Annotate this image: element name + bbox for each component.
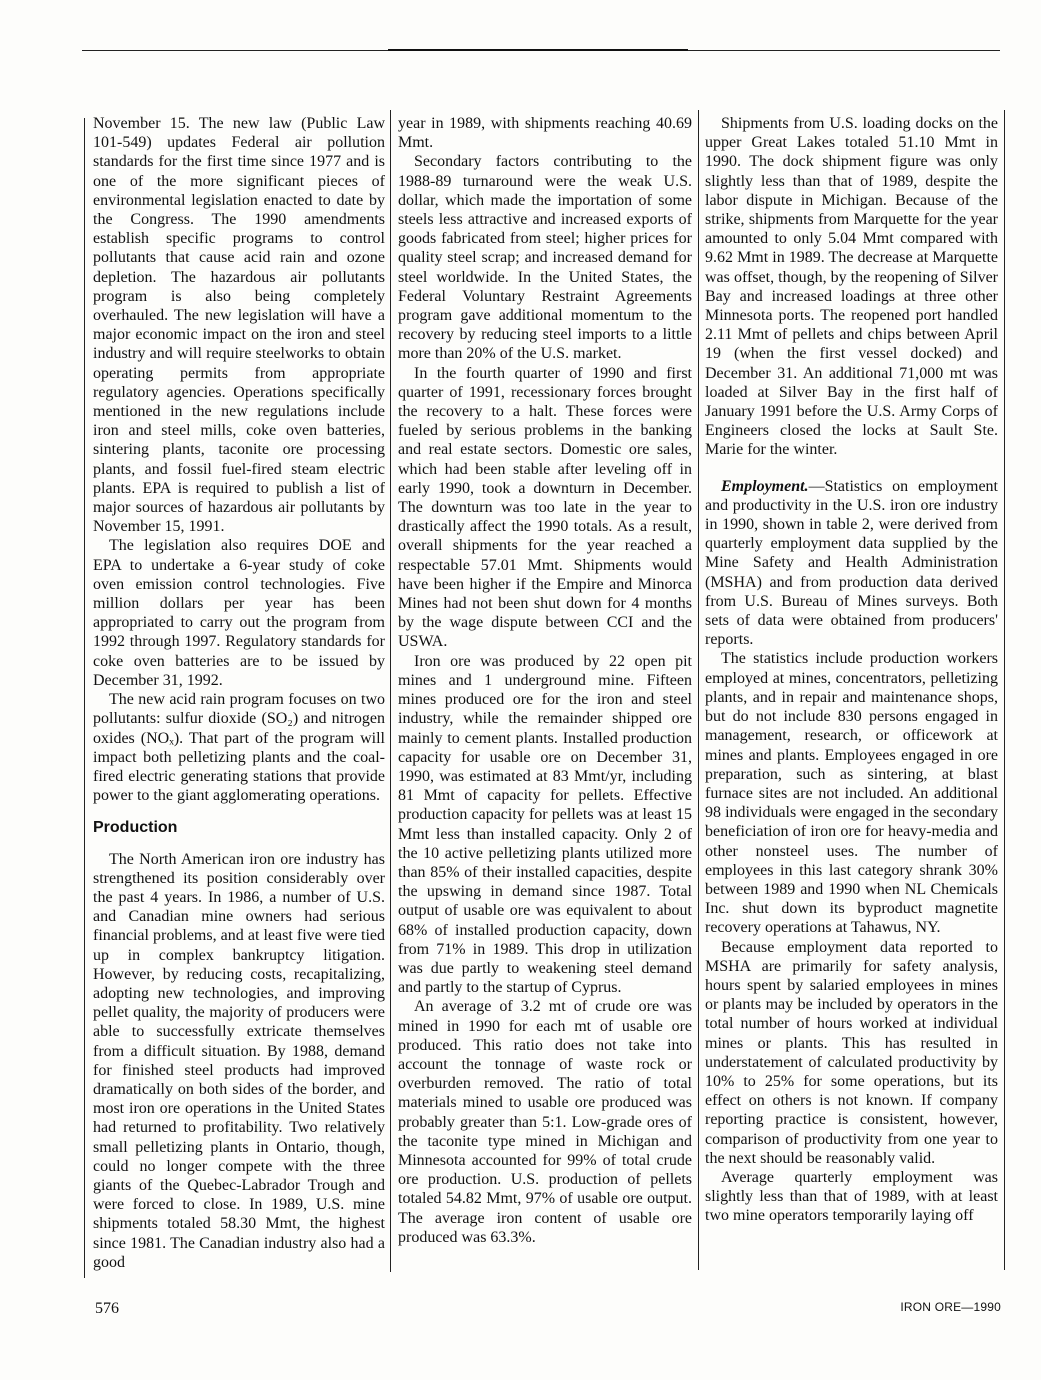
column-rule-2 [698, 110, 699, 1270]
run-in-heading: Employment. [721, 477, 809, 495]
paragraph: Secondary factors contributing to the 1988-89 turnaround were the weak U.S. dollar, which made the importation of some steels less attractive and increased exports of goods fabricated from steel; higher prices for quality steel scrap; and increased demand for steel worldwide. In the United States, the Federal Voluntary Restraint Agreements program gave additional momentum to the recovery by reducing steel imports to a little more than 20% of the U.S. market. [398, 153, 692, 363]
paragraph: The statistics include production workers employed at mines, concentrators, pelletizing plants, and in repair and maintenance shops, but do not include 830 persons engaged in management, research, or officework at mines and plants. Employees engaged in ore preparation, such as sintering, at blast furnace sites are not included. An additional 98 individuals were engaged in the secondary beneficiation of iron ore for heavy-media and other nonsteel uses. The number of employees in this last category shrank 30% between 1989 and 1990 when NL Chemicals Inc. shut down its byproduct magnetite recovery operations at Tahawus, NY. [705, 650, 998, 937]
paragraph: The new acid rain program focuses on two pollutants: sulfur dioxide (SO₂) and nitrogen oxides (NOₓ). That part of the program will impact both pelletizing plants and the coal-fired electric generating stations that provide power to the giant agglomerating operations. [93, 691, 385, 805]
paragraph: year in 1989, with shipments reaching 40.69 Mmt. [398, 115, 692, 152]
text-column-3 [705, 114, 998, 1274]
paragraph: In the fourth quarter of 1990 and first quarter of 1991, recessionary forces brought the recovery to a halt. These forces were fueled by serious problems in the banking and real estate sectors. Domestic ore sales, which had been stable after leveling off in early 1990, took a downturn in December. The downturn was too late in the year to drastically affect the 1990 totals. As a result, overall shipments for the year reached a respectable 57.01 Mmt. Shipments would have been higher if the Empire and Minorca Mines had not been shut down for 4 months by the wage dispute between CCI and the USWA. [398, 364, 692, 651]
top-rule-accent [388, 49, 688, 51]
text-column-2 [398, 114, 692, 1274]
column-rule-left [84, 118, 85, 1278]
paragraph: Because employment data reported to MSHA are primarily for safety analysis, hours spent by salaried employees in mines or plants may be included by operators in the total number of hours worked at individual mines or plants. This has resulted in understatement of calculated productivity by 10% to 25% for some operations, but its effect on others is not known. If company reporting practice is consistent, however, comparison of productivity from one year to the next should be reasonably valid. [705, 938, 998, 1167]
paragraph: An average of 3.2 mt of crude ore was mined in 1990 for each mt of usable ore produced. This ratio does not take into account the tonnage of waste rock or overburden removed. The ratio of total materials mined to usable ore produced was probably greater than 5:1. Low-grade ores of the taconite type mined in Michigan and Minnesota accounted for 99% of total crude ore production. U.S. production of pellets totaled 54.82 Mmt, 97% of usable ore output. The average iron content of usable ore produced was 63.3%. [398, 998, 692, 1246]
paragraph-with-run-in-heading [705, 477, 998, 650]
column-rule-1 [390, 110, 391, 1272]
paragraph: Average quarterly employment was slightly less than that of 1989, with at least two mine operators temporarily laying off [705, 1168, 998, 1225]
paragraph: Shipments from U.S. loading docks on the upper Great Lakes totaled 51.10 Mmt in 1990. The dock shipment figure was only slightly less than that of 1989, despite the labor dispute in Michigan. Because of the strike, shipments from Marquette for the year amounted to only 5.04 Mmt compared with 9.62 Mmt in 1989. The decrease at Marquette was offset, though, by the reopening of Silver Bay and increased loadings at three other Minnesota ports. The reopened port handled 2.11 Mmt of pellets and chips between April 19 (when the first vessel docked) and December 31. An additional 71,000 mt was loaded at Silver Bay in the first half of January 1991 before the U.S. Army Corps of Engineers closed the locks at Sault Ste. Marie for the winter. [705, 115, 998, 459]
paragraph: The legislation also requires DOE and EPA to undertake a 6-year study of coke oven emission control technologies. Five million dollars per year has been appropriated to carry out the program from 1992 through 1997. Regulatory standards for coke oven batteries are to be issued by December 31, 1992. [93, 537, 385, 689]
running-title: IRON ORE—1990 [900, 1300, 1001, 1314]
paragraph: The North American iron ore industry has strengthened its position considerably over the past 4 years. In 1986, a number of U.S. and Canadian mine owners had serious financial problems, and at least five were tied up in complex bankruptcy litigation. However, by reducing costs, recapitalizing, adopting new technologies, and improving pellet quality, the majority of producers were able to successfully extricate themselves from a difficult situation. By 1988, demand for finished steel products had improved dramatically on both sides of the border, and most iron ore operations in the United States had returned to profitability. Two relatively small pelletizing plants in Ontario, though, could no longer compete with the three giants of the Quebec-Labrador Trough and were forced to close. In 1989, U.S. mine shipments totaled 58.30 Mmt, the highest since 1981. The Canadian industry also had a good [93, 850, 385, 1271]
column-rule-right [1004, 110, 1005, 1270]
section-heading: Production [93, 819, 178, 837]
page-number: 576 [95, 1300, 119, 1317]
paragraph-text: —Statistics on employment and productivity in the U.S. iron ore industry in 1990, shown in table 2, were derived from quarterly employment data supplied by the Mine Safety and Health Administration (MSHA) and from production data derived from U.S. Bureau of Mines surveys. Both sets of data were obtained from producers' reports. [705, 477, 998, 649]
paragraph: Iron ore was produced by 22 open pit mines and 1 underground mine. Fifteen mines produced ore for the iron and steel industry, while the remainder shipped ore mainly to cement plants. Installed production capacity for usable ore on December 31, 1990, was estimated at 83 Mmt/yr, including 81 Mmt of capacity for pellets. Effective production capacity for pellets was at least 15 Mmt less than installed capacity. Only 2 of the 10 active pelletizing plants utilized more than 85% of their installed capacities, despite the upswing in demand since 1987. Total output of usable ore was equivalent to about 68% of installed production capacity, down from 71% in 1989. This drop in utilization was due partly to weakening steel demand and partly to the startup of Cyprus. [398, 652, 692, 997]
text-column-1 [93, 114, 385, 1274]
paragraph: November 15. The new law (Public Law 101-549) updates Federal air pollution standards for the first time since 1977 and is one of the more significant pieces of environmental legislation enacted to date by the Congress. The 1990 amendments establish specific programs to control pollutants that cause acid rain and ozone depletion. The hazardous air pollutants program is also being completely overhauled. The new legislation will have a major economic impact on the iron and steel industry and will require steelworks to obtain operating permits from appropriate regulatory agencies. Operations specifically mentioned in the new regulations include iron and steel mills, coke oven batteries, sintering plants, taconite ore processing plants, and fossil fuel-fired steam electric plants. EPA is required to publish a list of major sources of hazardous air pollutants by November 15, 1991. [93, 115, 385, 536]
